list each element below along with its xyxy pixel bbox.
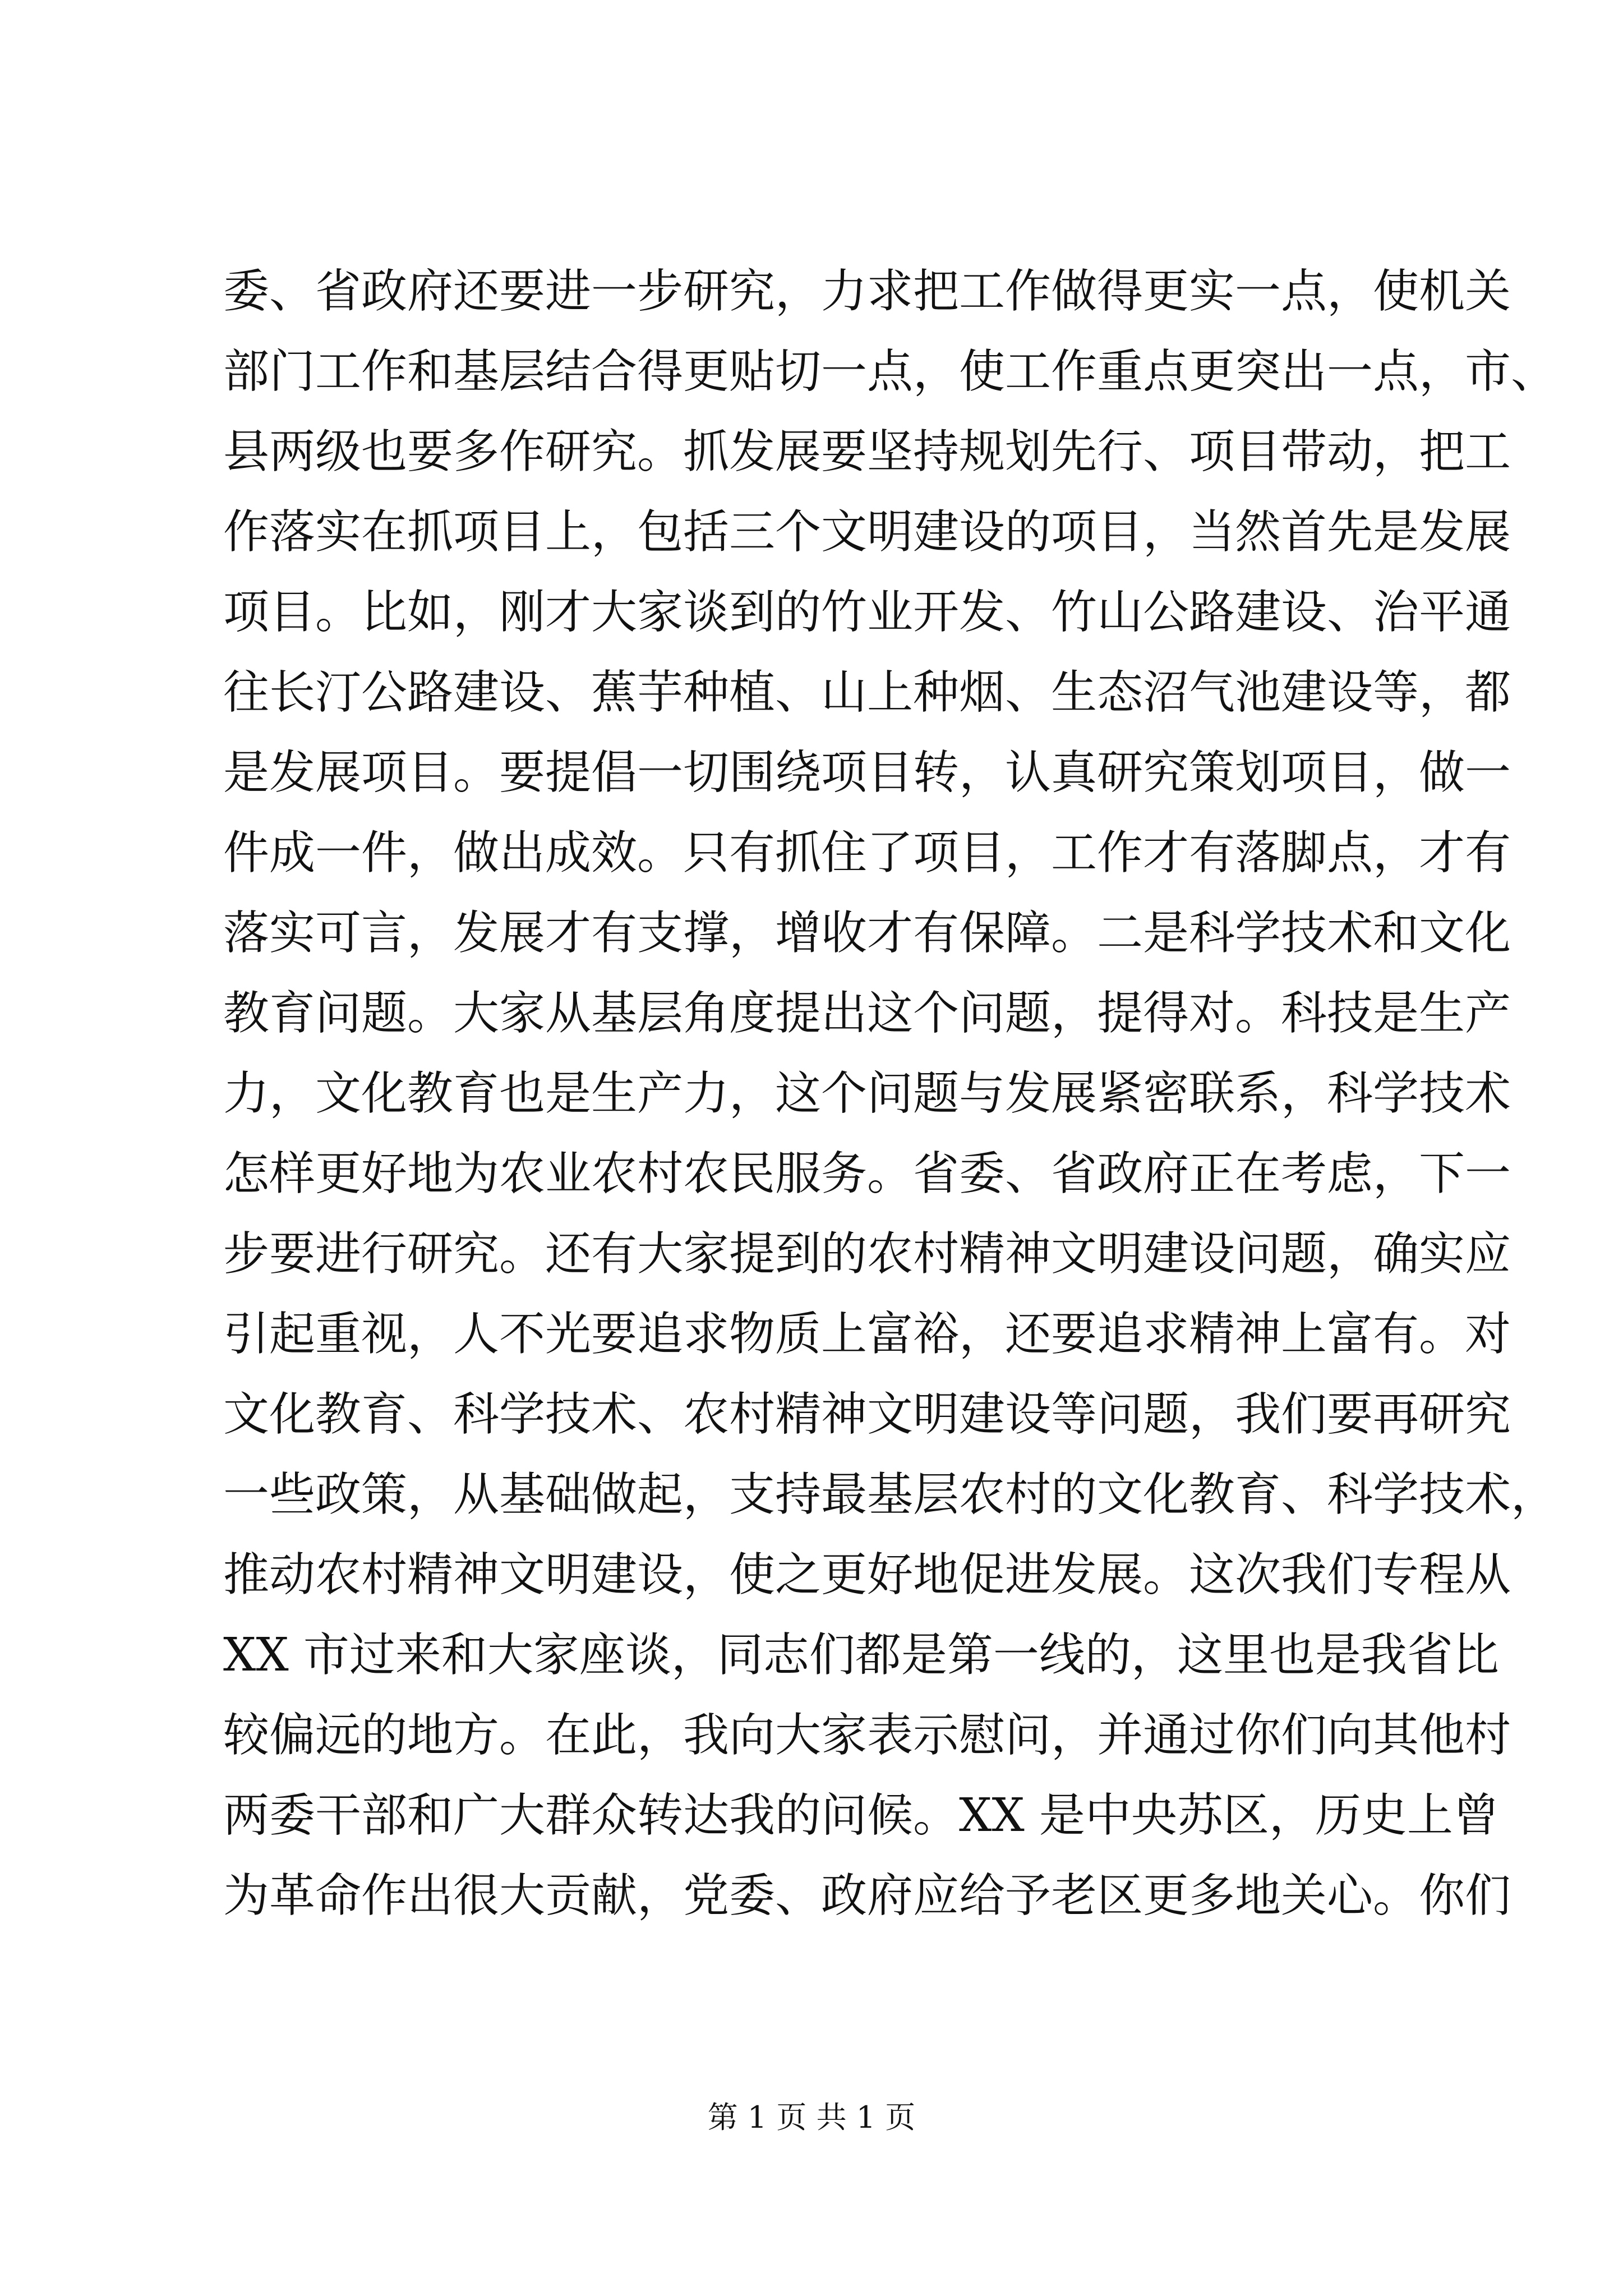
page-number-label: 第 1 页 共 1 页 (707, 2100, 916, 2135)
text-line: 引起重视，人不光要追求物质上富裕，还要追求精神上富有。对 (223, 1308, 1511, 1361)
text-line: 县两级也要多作研究。抓发展要坚持规划先行、项目带动，把工 (223, 425, 1511, 478)
text-line: 较偏远的地方。在此，我向大家表示慰问，并通过你们向其他村 (223, 1709, 1511, 1762)
text-line: 步要进行研究。还有大家提到的农村精神文明建设问题，确实应 (223, 1227, 1511, 1281)
text-line: 落实可言，发展才有支撑，增收才有保障。二是科学技术和文化 (223, 907, 1511, 960)
text-line: 部门工作和基层结合得更贴切一点，使工作重点更突出一点，市、 (223, 345, 1557, 398)
text-line: 往长汀公路建设、蕉芋种植、山上种烟、生态沼气池建设等，都 (223, 666, 1511, 719)
page-footer (0, 2098, 1623, 2137)
body-text (223, 251, 1557, 1936)
text-line: 为革命作出很大贡献，党委、政府应给予老区更多地关心。你们 (223, 1869, 1511, 1922)
text-line: 作落实在抓项目上，包括三个文明建设的项目，当然首先是发展 (223, 505, 1511, 559)
text-line: 推动农村精神文明建设，使之更好地促进发展。这次我们专程从 (223, 1548, 1511, 1602)
text-line: 两委干部和广大群众转达我的问候。XX 是中央苏区，历史上曾 (223, 1789, 1499, 1842)
text-line: 是发展项目。要提倡一切围绕项目转，认真研究策划项目，做一 (223, 746, 1511, 799)
text-line: 一些政策，从基础做起，支持最基层农村的文化教育、科学技术， (223, 1468, 1557, 1521)
text-line: 文化教育、科学技术、农村精神文明建设等问题，我们要再研究 (223, 1388, 1511, 1441)
text-line: 教育问题。大家从基层角度提出这个问题，提得对。科技是生产 (223, 987, 1511, 1040)
text-line: 项目。比如，刚才大家谈到的竹业开发、竹山公路建设、治平通 (223, 586, 1511, 639)
text-line: XX 市过来和大家座谈，同志们都是第一线的，这里也是我省比 (223, 1628, 1499, 1682)
text-line: 件成一件，做出成效。只有抓住了项目，工作才有落脚点，才有 (223, 826, 1511, 880)
text-line: 委、省政府还要进一步研究，力求把工作做得更实一点，使机关 (223, 265, 1511, 318)
text-line: 力，文化教育也是生产力，这个问题与发展紧密联系，科学技术 (223, 1067, 1511, 1120)
text-line: 怎样更好地为农业农村农民服务。省委、省政府正在考虑，下一 (223, 1147, 1511, 1200)
